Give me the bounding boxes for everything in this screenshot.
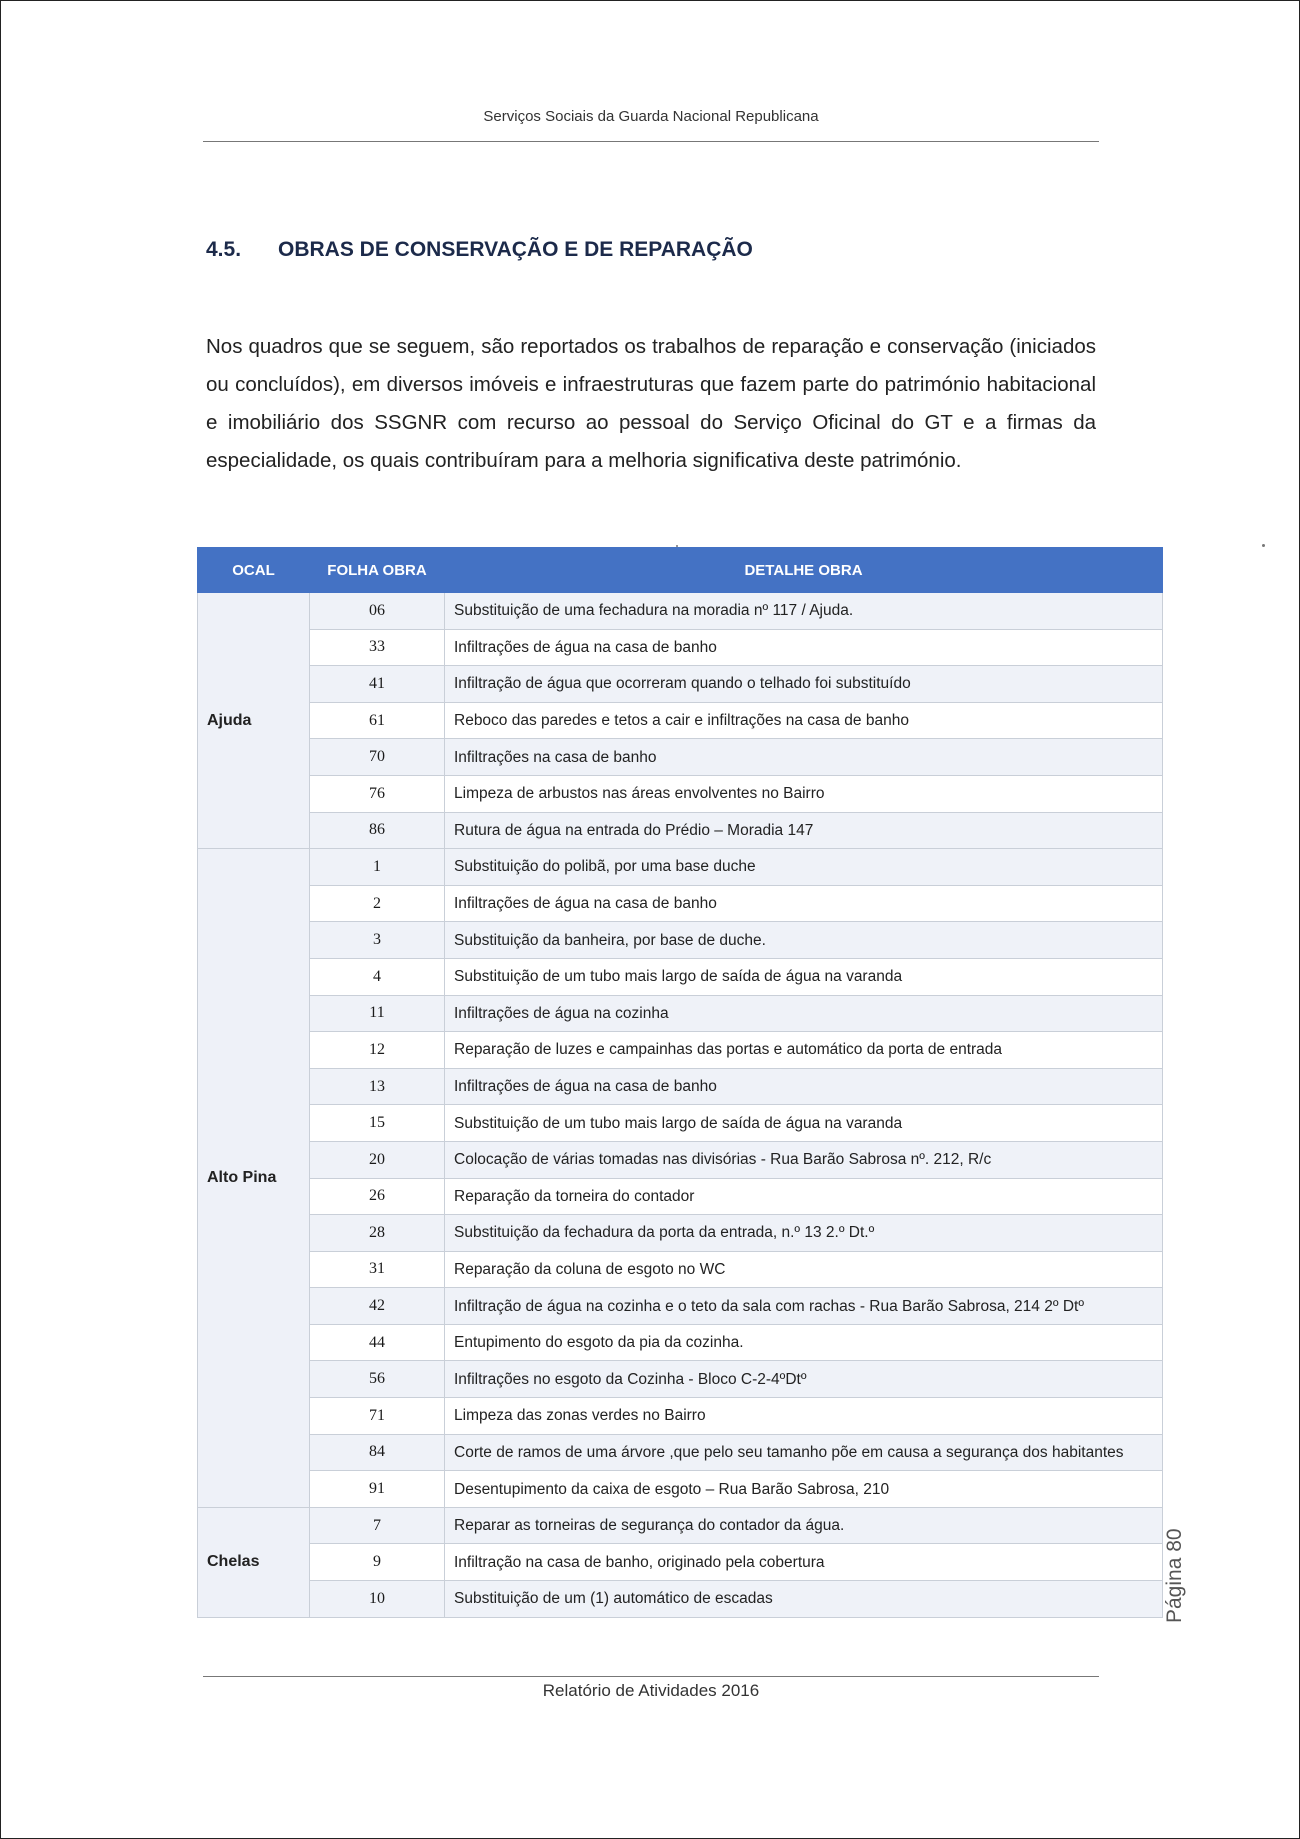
detail-cell: Substituição do polibã, por uma base duche: [445, 849, 1163, 886]
folha-cell: 11: [310, 995, 445, 1032]
detail-cell: Reparar as torneiras de segurança do contador da água.: [445, 1507, 1163, 1544]
table-row: [198, 1398, 1163, 1435]
scan-speck: [676, 545, 678, 547]
folha-cell: 70: [310, 739, 445, 776]
detail-cell: Limpeza das zonas verdes no Bairro: [445, 1398, 1163, 1435]
detail-cell: Reparação de luzes e campainhas das portas e automático da porta de entrada: [445, 1032, 1163, 1069]
table-row: [198, 995, 1163, 1032]
table-row: [198, 922, 1163, 959]
detail-cell: Corte de ramos de uma árvore ,que pelo seu tamanho põe em causa a segurança dos habitantes: [445, 1434, 1163, 1471]
folha-cell: 33: [310, 629, 445, 666]
detail-cell: Substituição da banheira, por base de duche.: [445, 922, 1163, 959]
col-header-local: OCAL: [198, 548, 310, 593]
section-heading: [206, 238, 753, 262]
folha-cell: 44: [310, 1324, 445, 1361]
detail-cell: Substituição de um tubo mais largo de saída de água na varanda: [445, 958, 1163, 995]
table-row: [198, 1324, 1163, 1361]
table-row: [198, 739, 1163, 776]
table-row: [198, 849, 1163, 886]
detail-cell: Limpeza de arbustos nas áreas envolventes no Bairro: [445, 775, 1163, 812]
col-header-folha: FOLHA OBRA: [310, 548, 445, 593]
detail-cell: Reparação da coluna de esgoto no WC: [445, 1251, 1163, 1288]
folha-cell: 86: [310, 812, 445, 849]
folha-cell: 20: [310, 1141, 445, 1178]
table-row: [198, 1544, 1163, 1581]
table-row: [198, 666, 1163, 703]
folha-cell: 31: [310, 1251, 445, 1288]
detail-cell: Reparação da torneira do contador: [445, 1178, 1163, 1215]
works-table: [197, 547, 1163, 1618]
folha-cell: 1: [310, 849, 445, 886]
table-row: [198, 1251, 1163, 1288]
folha-cell: 06: [310, 593, 445, 630]
folha-cell: 4: [310, 958, 445, 995]
folha-cell: 84: [310, 1434, 445, 1471]
page-header: Serviços Sociais da Guarda Nacional Republicana: [483, 108, 819, 125]
detail-cell: Colocação de várias tomadas nas divisórias - Rua Barão Sabrosa nº. 212, R/c: [445, 1141, 1163, 1178]
table-row: [198, 629, 1163, 666]
table-row: [198, 1141, 1163, 1178]
detail-cell: Substituição de um (1) automático de escadas: [445, 1581, 1163, 1618]
section-title: OBRAS DE CONSERVAÇÃO E DE REPARAÇÃO: [278, 238, 753, 261]
location-cell: Ajuda: [198, 593, 310, 849]
col-header-detalhe: DETALHE OBRA: [445, 548, 1163, 593]
folha-cell: 9: [310, 1544, 445, 1581]
page-footer: Relatório de Atividades 2016: [542, 1681, 760, 1700]
folha-cell: 41: [310, 666, 445, 703]
location-cell: Chelas: [198, 1507, 310, 1617]
detail-cell: Infiltrações de água na casa de banho: [445, 885, 1163, 922]
folha-cell: 61: [310, 702, 445, 739]
folha-cell: 56: [310, 1361, 445, 1398]
table-row: [198, 1288, 1163, 1325]
folha-cell: 76: [310, 775, 445, 812]
intro-paragraph: Nos quadros que se seguem, são reportados os trabalhos de reparação e conservação (iniciados ou concluídos), em diversos imóveis e infraestruturas que fazem parte do património habitacional e imobiliário dos SSGNR com recurso ao pessoal do Serviço Oficinal do GT e a firmas da especialidade, os quais contribuíram para a melhoria significativa deste património.: [206, 335, 1096, 472]
table-row: [198, 1215, 1163, 1252]
table-row: [198, 702, 1163, 739]
folha-cell: 10: [310, 1581, 445, 1618]
header-divider: [203, 141, 1099, 142]
folha-cell: 26: [310, 1178, 445, 1215]
folha-cell: 3: [310, 922, 445, 959]
table-row: [198, 958, 1163, 995]
scan-speck: [1262, 544, 1265, 547]
detail-cell: Infiltrações no esgoto da Cozinha - Bloco C-2-4ºDtº: [445, 1361, 1163, 1398]
folha-cell: 91: [310, 1471, 445, 1508]
table-row: [198, 812, 1163, 849]
detail-cell: Infiltração de água que ocorreram quando o telhado foi substituído: [445, 666, 1163, 703]
detail-cell: Infiltração de água na cozinha e o teto da sala com rachas - Rua Barão Sabrosa, 214 2º Dtº: [445, 1288, 1163, 1325]
detail-cell: Infiltrações na casa de banho: [445, 739, 1163, 776]
detail-cell: Substituição de uma fechadura na moradia nº 117 / Ajuda.: [445, 593, 1163, 630]
table-row: [198, 1471, 1163, 1508]
location-cell: Alto Pina: [198, 849, 310, 1508]
folha-cell: 28: [310, 1215, 445, 1252]
detail-cell: Rutura de água na entrada do Prédio – Moradia 147: [445, 812, 1163, 849]
table-row: [198, 1581, 1163, 1618]
folha-cell: 42: [310, 1288, 445, 1325]
works-table-body: [198, 593, 1163, 1618]
folha-cell: 15: [310, 1105, 445, 1142]
table-row: [198, 885, 1163, 922]
detail-cell: Infiltrações de água na casa de banho: [445, 629, 1163, 666]
folha-cell: 71: [310, 1398, 445, 1435]
folha-cell: 12: [310, 1032, 445, 1069]
table-row: [198, 1507, 1163, 1544]
folha-cell: 7: [310, 1507, 445, 1544]
folha-cell: 2: [310, 885, 445, 922]
table-row: [198, 1068, 1163, 1105]
table-header-row: [198, 548, 1163, 593]
detail-cell: Substituição da fechadura da porta da entrada, n.º 13 2.º Dt.º: [445, 1215, 1163, 1252]
table-row: [198, 1434, 1163, 1471]
detail-cell: Substituição de um tubo mais largo de saída de água na varanda: [445, 1105, 1163, 1142]
folha-cell: 13: [310, 1068, 445, 1105]
page-number: Página 80: [1163, 1528, 1186, 1623]
detail-cell: Entupimento do esgoto da pia da cozinha.: [445, 1324, 1163, 1361]
table-row: [198, 775, 1163, 812]
section-number: 4.5.: [206, 238, 242, 261]
table-row: [198, 1178, 1163, 1215]
detail-cell: Reboco das paredes e tetos a cair e infiltrações na casa de banho: [445, 702, 1163, 739]
detail-cell: Infiltrações de água na cozinha: [445, 995, 1163, 1032]
detail-cell: Infiltrações de água na casa de banho: [445, 1068, 1163, 1105]
table-row: [198, 1361, 1163, 1398]
table-row: [198, 1105, 1163, 1142]
table-row: [198, 593, 1163, 630]
footer-divider: [203, 1676, 1099, 1677]
detail-cell: Desentupimento da caixa de esgoto – Rua Barão Sabrosa, 210: [445, 1471, 1163, 1508]
table-row: [198, 1032, 1163, 1069]
detail-cell: Infiltração na casa de banho, originado pela cobertura: [445, 1544, 1163, 1581]
